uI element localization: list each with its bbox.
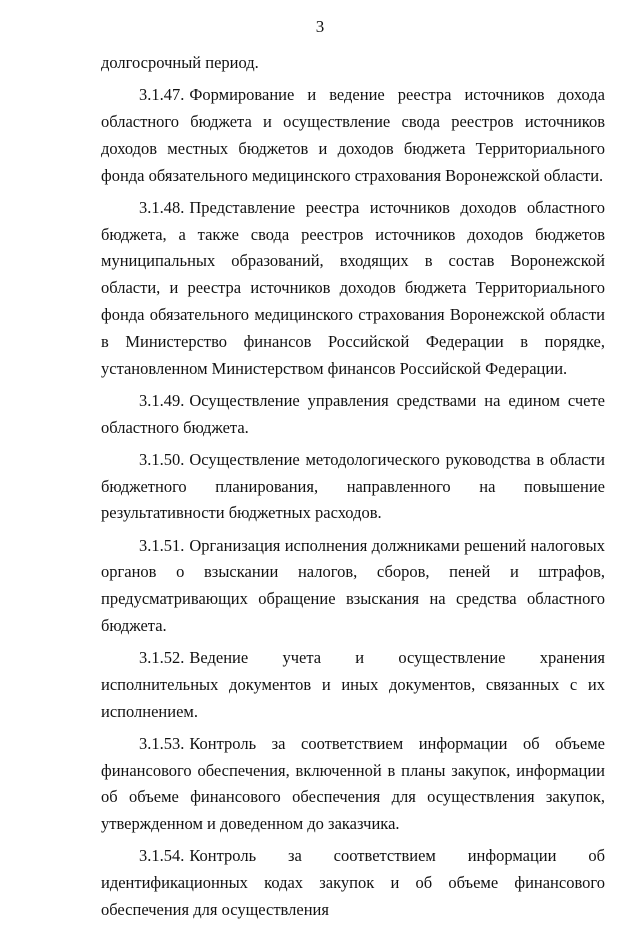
section-number: 3.1.50. [139, 449, 185, 469]
paragraph-text: долгосрочный период. [101, 53, 259, 72]
section-number: 3.1.51. [139, 535, 185, 555]
paragraph-3-1-54 [101, 843, 605, 923]
section-number: 3.1.47. [139, 85, 185, 105]
paragraph-3-1-51 [101, 533, 605, 640]
paragraph-text: Представление реестра источников доходов областного бюджета, а также свода реестров источников доходов бюджетов муниципальных образований, входящих в состав Воронежской области, и реестра источников доходов бюджета Территориального фонда обязательного медицинского страхования Воронежской области в Министерство финансов Российской Федерации в порядке, установленном Министерством финансов Российской Федерации. [101, 197, 605, 378]
paragraph-text: Контроль за соответствием информации об объеме финансового обеспечения, включенной в планы закупок, информации об объеме финансового обеспечения для осуществления закупок, утвержденном и доведенном до заказчика. [101, 733, 605, 834]
document-body [101, 50, 605, 929]
paragraph-text: Формирование и ведение реестра источников дохода областного бюджета и осуществление свода реестров источников доходов местных бюджетов и доходов бюджета Территориального фонда обязательного медицинского страхования Воронежской области. [101, 85, 605, 185]
section-number: 3.1.52. [139, 648, 185, 668]
page-number: 3 [315, 17, 325, 36]
paragraph-3-1-52 [101, 645, 605, 725]
section-number: 3.1.48. [139, 197, 185, 217]
paragraph-text: Контроль за соответствием информации об идентификационных кодах закупок и об объеме финансового обеспечения для осуществления [101, 846, 605, 920]
paragraph-text: Осуществление управления средствами на едином счете областного бюджета. [101, 390, 605, 437]
section-number: 3.1.54. [139, 846, 185, 866]
paragraph-3-1-49 [101, 388, 605, 442]
paragraph-text: Ведение учета и осуществление хранения исполнительных документов и иных документов, связанных с их исполнением. [101, 648, 605, 721]
paragraph-text: Организация исполнения должниками решений налоговых органов о взыскании налогов, сборов, пеней и штрафов, предусматривающих обращение взыскания на средства областного бюджета. [101, 535, 605, 635]
paragraph-3-1-50 [101, 447, 605, 527]
paragraph-3-1-53 [101, 731, 605, 838]
paragraph-continuation [101, 50, 605, 77]
paragraph-3-1-48 [101, 195, 605, 383]
section-number: 3.1.53. [139, 733, 185, 753]
paragraph-text: Осуществление методологического руководства в области бюджетного планирования, направленного на повышение результативности бюджетных расходов. [101, 449, 605, 523]
section-number: 3.1.49. [139, 390, 185, 410]
paragraph-3-1-47 [101, 82, 605, 189]
